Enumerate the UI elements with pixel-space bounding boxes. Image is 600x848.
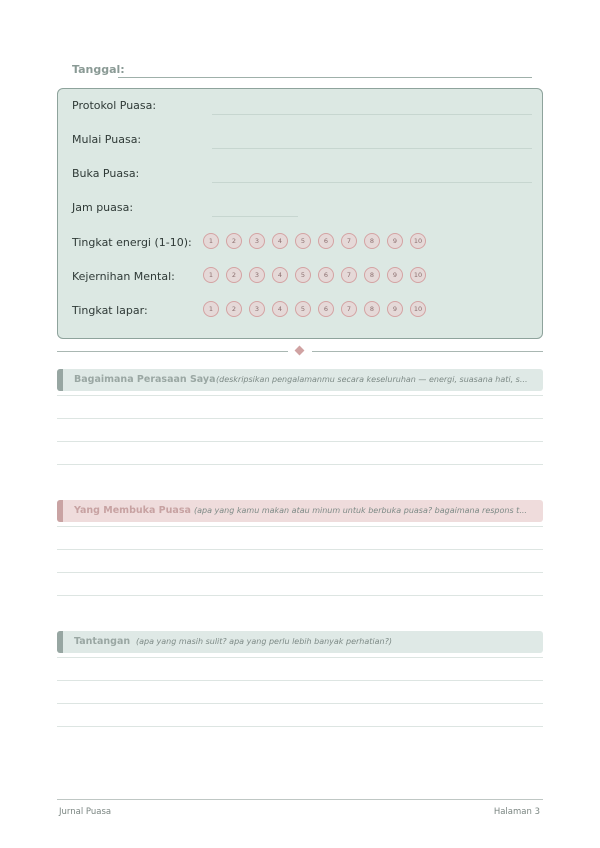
section-title: Bagaimana Perasaan Saya	[74, 374, 216, 385]
scale-tingkat-lapar	[72, 301, 532, 321]
rating-option[interactable]: 2	[226, 233, 242, 249]
section-title: Yang Membuka Puasa	[74, 505, 191, 516]
date-row	[72, 63, 532, 79]
field-label: Jam puasa:	[72, 201, 134, 214]
rating-option[interactable]: 10	[410, 267, 426, 283]
rating-option[interactable]: 3	[249, 267, 265, 283]
writing-line[interactable]	[57, 703, 543, 704]
footer-rule	[57, 799, 543, 800]
rating-option[interactable]: 6	[318, 267, 334, 283]
scale-tingkat-energi	[72, 233, 532, 253]
scale-label: Kejernihan Mental:	[72, 270, 175, 283]
date-input-line[interactable]	[118, 77, 532, 78]
section-accent-bar	[57, 369, 63, 391]
writing-line[interactable]	[57, 464, 543, 465]
rating-option[interactable]: 9	[387, 301, 403, 317]
scale-kejernihan-mental	[72, 267, 532, 287]
section-header-perasaan	[57, 369, 543, 391]
writing-line[interactable]	[57, 680, 543, 681]
rating-option[interactable]: 3	[249, 233, 265, 249]
divider-left	[57, 351, 288, 352]
section-hint: (apa yang masih sulit? apa yang perlu lebih banyak perhatian?)	[136, 637, 392, 646]
rating-option[interactable]: 9	[387, 233, 403, 249]
writing-line[interactable]	[57, 395, 543, 396]
scale-label: Tingkat energi (1-10):	[72, 236, 192, 249]
field-label: Buka Puasa:	[72, 167, 140, 180]
fasting-info-card	[57, 88, 543, 339]
section-hint: (deskripsikan pengalamanmu secara keseluruhan — energi, suasana hati, s...	[216, 375, 528, 384]
section-accent-bar	[57, 631, 63, 653]
field-input-line[interactable]	[212, 216, 298, 217]
footer-page-number: Halaman 3	[493, 807, 540, 817]
field-label: Protokol Puasa:	[72, 99, 157, 112]
rating-option[interactable]: 7	[341, 233, 357, 249]
rating-option[interactable]: 4	[272, 233, 288, 249]
field-label: Mulai Puasa:	[72, 133, 142, 146]
field-input-line[interactable]	[212, 148, 532, 149]
rating-option[interactable]: 4	[272, 267, 288, 283]
rating-option[interactable]: 8	[364, 233, 380, 249]
field-input-line[interactable]	[212, 182, 532, 183]
footer-journal-title: Jurnal Puasa	[59, 807, 112, 817]
rating-option[interactable]: 3	[249, 301, 265, 317]
section-accent-bar	[57, 500, 63, 522]
rating-option[interactable]: 9	[387, 267, 403, 283]
rating-option[interactable]: 5	[295, 267, 311, 283]
rating-option[interactable]: 6	[318, 233, 334, 249]
field-buka-puasa	[72, 165, 532, 185]
rating-scale	[203, 301, 426, 317]
rating-option[interactable]: 6	[318, 301, 334, 317]
rating-option[interactable]: 5	[295, 301, 311, 317]
rating-option[interactable]: 1	[203, 267, 219, 283]
rating-option[interactable]: 2	[226, 301, 242, 317]
writing-line[interactable]	[57, 549, 543, 550]
writing-line[interactable]	[57, 657, 543, 658]
scale-label: Tingkat lapar:	[72, 304, 148, 317]
rating-option[interactable]: 8	[364, 301, 380, 317]
section-title: Tantangan	[74, 636, 131, 647]
section-header-membuka-puasa	[57, 500, 543, 522]
date-label: Tanggal:	[72, 63, 125, 76]
rating-scale	[203, 233, 426, 249]
rating-option[interactable]: 2	[226, 267, 242, 283]
field-protokol-puasa	[72, 97, 532, 117]
field-input-line[interactable]	[212, 114, 532, 115]
rating-option[interactable]: 10	[410, 301, 426, 317]
rating-option[interactable]: 7	[341, 301, 357, 317]
rating-option[interactable]: 1	[203, 301, 219, 317]
writing-line[interactable]	[57, 441, 543, 442]
rating-scale	[203, 267, 426, 283]
rating-option[interactable]: 4	[272, 301, 288, 317]
rating-option[interactable]: 7	[341, 267, 357, 283]
writing-line[interactable]	[57, 418, 543, 419]
writing-line[interactable]	[57, 526, 543, 527]
rating-option[interactable]: 5	[295, 233, 311, 249]
section-hint: (apa yang kamu makan atau minum untuk berbuka puasa? bagaimana respons t...	[194, 506, 527, 515]
writing-line[interactable]	[57, 595, 543, 596]
writing-line[interactable]	[57, 726, 543, 727]
rating-option[interactable]: 1	[203, 233, 219, 249]
rating-option[interactable]: 8	[364, 267, 380, 283]
divider-right	[312, 351, 543, 352]
rating-option[interactable]: 10	[410, 233, 426, 249]
field-mulai-puasa	[72, 131, 532, 151]
section-header-tantangan	[57, 631, 543, 653]
writing-line[interactable]	[57, 572, 543, 573]
field-jam-puasa	[72, 199, 532, 219]
diamond-ornament-icon	[295, 346, 305, 356]
